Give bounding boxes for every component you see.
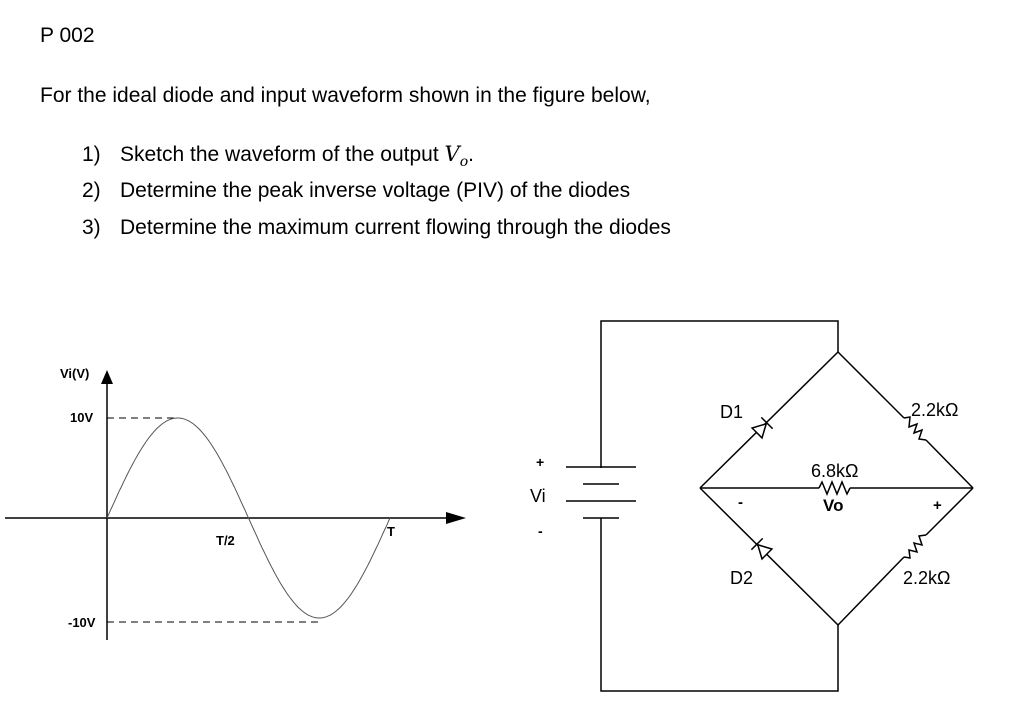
question-2-number: 2): [82, 179, 101, 202]
x-axis-arrow-icon: [446, 512, 466, 524]
waveform-plot: [5, 366, 466, 640]
vo-label: Vo: [823, 496, 844, 515]
d2-label: D2: [730, 568, 754, 588]
wire-r2-to-bottom: [838, 557, 904, 625]
top-wire: [601, 321, 838, 468]
vo-minus-label: -: [738, 494, 743, 511]
trough-label: -10V: [68, 615, 96, 630]
wire-top-to-r1: [838, 352, 904, 418]
r-top-right-label: 2.2kΩ: [911, 400, 959, 420]
resistor-2k2-bottom-icon: [904, 535, 926, 558]
r-bottom-right-label: 2.2kΩ: [903, 568, 951, 588]
source-plus-label: +: [536, 454, 545, 470]
y-axis-label: Vi(V): [60, 366, 90, 381]
vo-symbol: V: [444, 142, 460, 166]
circuit-labels: [530, 400, 958, 588]
y-axis-arrow-icon: [101, 370, 113, 384]
source-minus-label: -: [538, 523, 543, 539]
battery-source-icon: [566, 467, 636, 518]
peak-label: 10V: [70, 410, 94, 425]
resistor-2k2-top-icon: [904, 417, 926, 440]
d1-label: D1: [720, 402, 744, 422]
period-label: T: [387, 524, 395, 539]
vo-plus-label: +: [933, 497, 942, 514]
source-label: Vi: [530, 486, 546, 506]
question-2-text: Determine the peak inverse voltage (PIV) of the diodes: [120, 179, 631, 202]
bottom-wire: [601, 518, 838, 691]
question-3-number: 3): [82, 216, 101, 239]
question-1-text: Sketch the waveform of the output: [120, 143, 445, 166]
wire-left-to-bottom: [700, 488, 838, 625]
r-middle-label: 6.8kΩ: [811, 461, 859, 481]
bridge-circuit: [566, 321, 973, 691]
half-period-label: T/2: [216, 533, 235, 548]
question-1-suffix: .: [468, 143, 474, 166]
resistor-6k8-icon: [819, 482, 850, 494]
wire-r1-to-right: [926, 440, 973, 488]
vo-subscript: o: [459, 154, 469, 171]
question-3-text: Determine the maximum current flowing through the diodes: [120, 216, 671, 239]
question-1-number: 1): [82, 143, 101, 166]
problem-id: P 002: [40, 24, 95, 47]
problem-intro: For the ideal diode and input waveform shown in the figure below,: [40, 84, 651, 107]
